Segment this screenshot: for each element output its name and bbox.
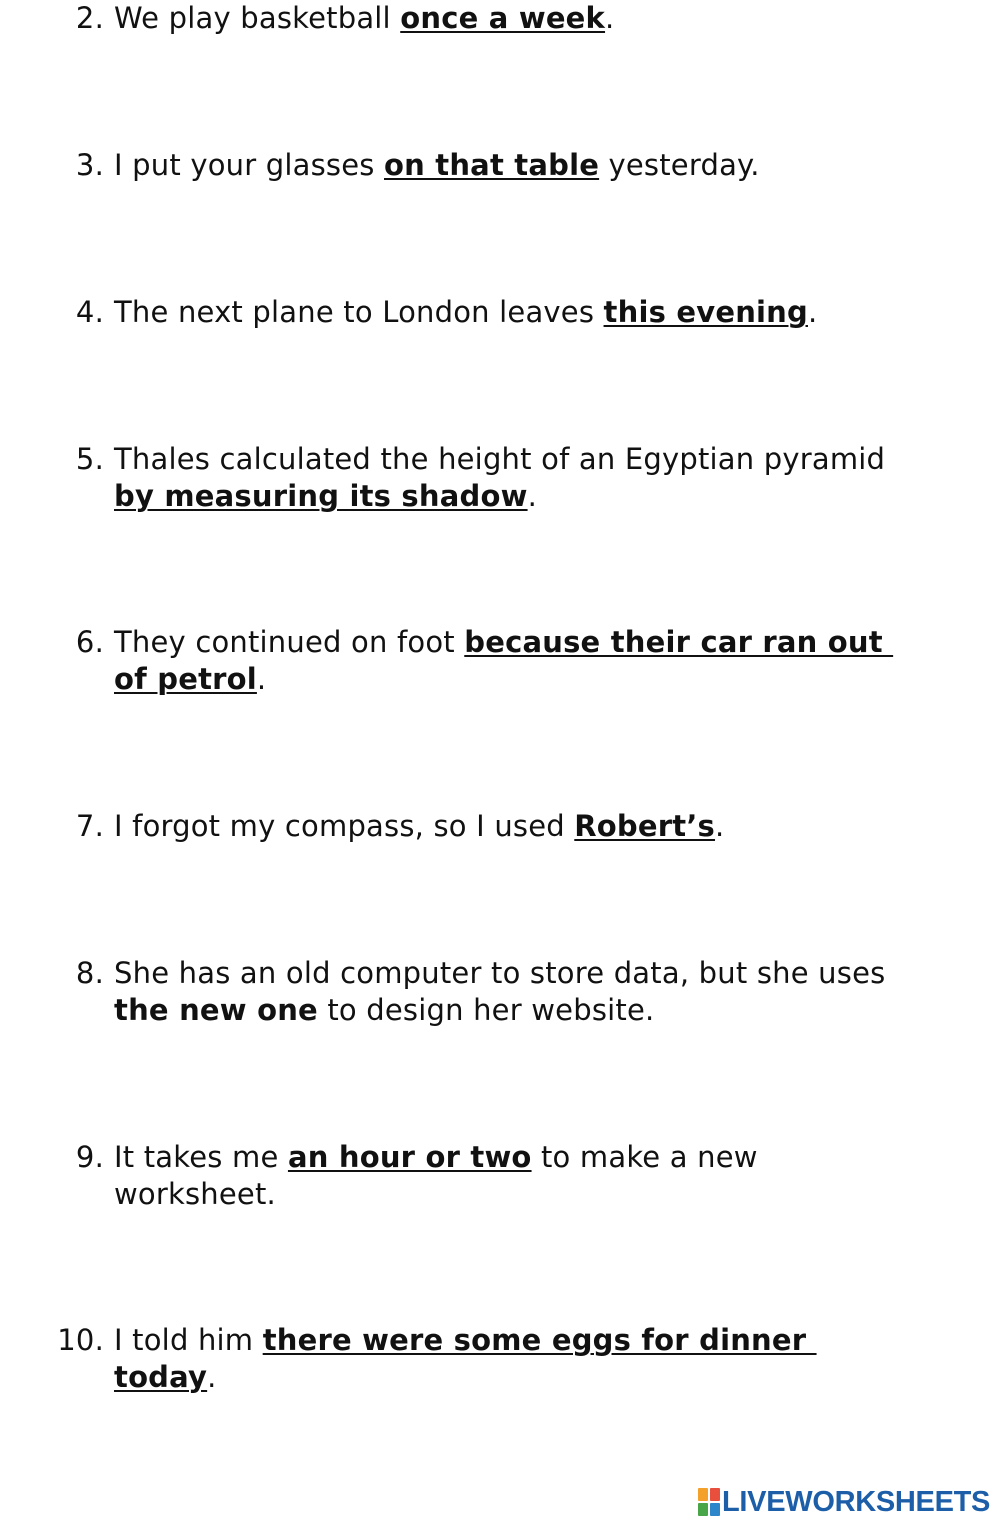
highlighted-phrase: there were some eggs for dinner xyxy=(262,1323,817,1357)
sentence-text: I forgot my compass, so I used xyxy=(114,809,575,843)
sentence-line xyxy=(114,0,934,37)
item-number: 8. xyxy=(75,956,104,990)
logo-square xyxy=(710,1488,720,1501)
sentence-text: We play basketball xyxy=(114,1,401,35)
sentence-text: to make a new xyxy=(531,1140,758,1174)
sentence-text: . xyxy=(715,809,725,843)
highlighted-phrase: the new one xyxy=(114,993,318,1027)
highlighted-phrase: Robert’s xyxy=(574,809,716,843)
sentence-line xyxy=(114,294,934,331)
sentence-text: I told him xyxy=(114,1323,263,1357)
item-sentence xyxy=(114,1139,934,1213)
item-number: 6. xyxy=(75,625,104,659)
sentence-line xyxy=(114,1359,934,1396)
sentence-text: Thales calculated the height of an Egyptian pyramid xyxy=(114,442,886,476)
sentence-line xyxy=(114,808,934,845)
highlighted-phrase: today xyxy=(114,1360,208,1394)
item-sentence xyxy=(114,1322,934,1396)
item-number: 2. xyxy=(75,1,104,35)
logo-square xyxy=(698,1488,708,1501)
sentence-line xyxy=(114,1176,934,1213)
item-number: 3. xyxy=(75,148,104,182)
item-number: 9. xyxy=(75,1140,104,1174)
item-number: 10. xyxy=(57,1323,104,1357)
logo-square xyxy=(710,1503,720,1516)
sentence-text: She has an old computer to store data, but she uses xyxy=(114,956,886,990)
sentence-text: . xyxy=(207,1360,217,1394)
sentence-line xyxy=(114,1322,934,1359)
sentence-text: . xyxy=(256,662,267,696)
sentence-line xyxy=(114,441,934,478)
sentence-text: They continued on foot xyxy=(114,625,465,659)
item-sentence xyxy=(114,294,934,331)
highlighted-phrase: by measuring its shadow xyxy=(114,479,528,513)
item-sentence xyxy=(114,0,934,37)
sentence-text: It takes me xyxy=(114,1140,288,1174)
sentence-text: yesterday. xyxy=(599,148,760,182)
item-number: 7. xyxy=(75,809,104,843)
highlighted-phrase: of petrol xyxy=(114,662,257,696)
sentence-line xyxy=(114,147,934,184)
sentence-text: . xyxy=(605,1,615,35)
item-sentence xyxy=(114,955,934,1029)
logo-text: LIVEWORKSHEETS xyxy=(722,1486,991,1518)
sentence-text: to design her website. xyxy=(317,993,655,1027)
liveworksheets-logo xyxy=(698,1486,990,1518)
sentence-line xyxy=(114,624,934,661)
logo-square xyxy=(698,1503,708,1516)
sentence-line xyxy=(114,478,934,515)
highlighted-phrase: once a week xyxy=(400,1,606,35)
item-sentence xyxy=(114,147,934,184)
sentence-text: I put your glasses xyxy=(114,148,384,182)
sentence-text: . xyxy=(527,479,537,513)
sentence-text: worksheet. xyxy=(114,1177,276,1211)
sentence-line xyxy=(114,955,934,992)
sentence-line xyxy=(114,661,934,698)
sentence-line xyxy=(114,1139,934,1176)
item-number: 4. xyxy=(75,295,104,329)
liveworksheets-logo-icon xyxy=(698,1488,720,1516)
item-number: 5. xyxy=(75,442,104,476)
highlighted-phrase: this evening xyxy=(603,295,808,329)
sentence-text: The next plane to London leaves xyxy=(114,295,604,329)
sentence-text: . xyxy=(807,295,818,329)
highlighted-phrase: because their car ran out xyxy=(464,625,894,659)
item-sentence xyxy=(114,624,934,698)
highlighted-phrase: on that table xyxy=(384,148,600,182)
item-sentence xyxy=(114,441,934,515)
item-sentence xyxy=(114,808,934,845)
highlighted-phrase: an hour or two xyxy=(287,1140,532,1174)
sentence-line xyxy=(114,992,934,1029)
